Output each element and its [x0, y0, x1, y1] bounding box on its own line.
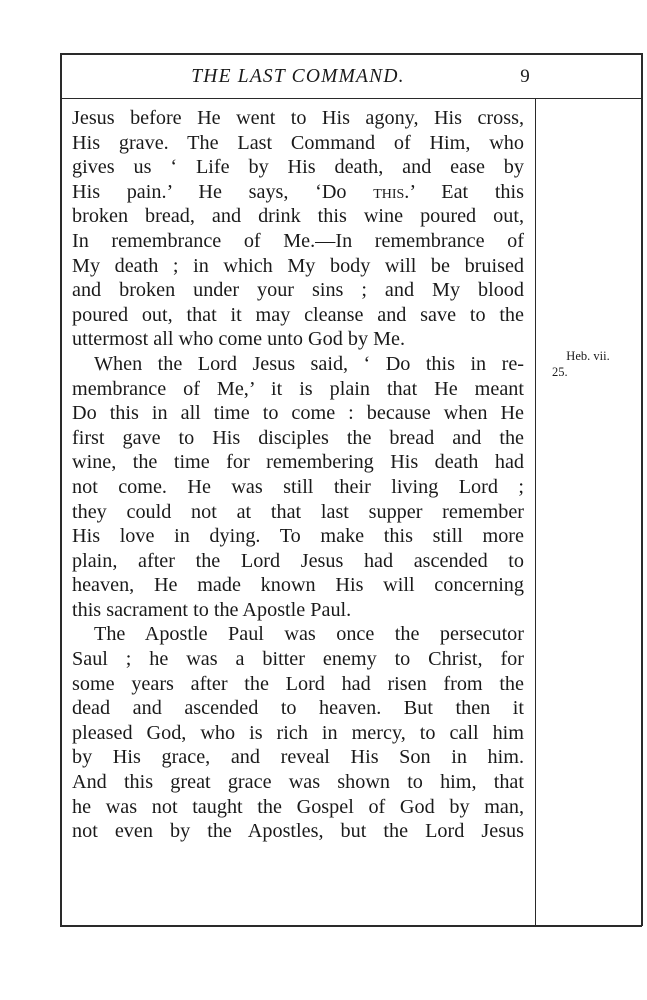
text-line: broken bread, and drink this wine poured out, — [72, 205, 524, 228]
small-caps-word: this. — [373, 180, 410, 203]
frame-bottom-rule — [60, 925, 642, 927]
text-line: Jesus before He went to His agony, His cross, — [72, 107, 524, 129]
text-line: In remembrance of Me.—In remembrance of — [72, 229, 524, 252]
text-line: poured out, that it may cleanse and save to the — [72, 303, 524, 326]
text-line: wine, the time for remembering His death had — [72, 451, 524, 474]
text-line: Saul ; he was a bitter enemy to Christ, for — [72, 648, 524, 671]
text-line: uttermost all who come unto God by Me. — [72, 328, 406, 351]
margin-reference-line: 25. — [552, 365, 568, 379]
frame-top-rule — [60, 53, 642, 55]
text-line: His grave. The Last Command of Him, who — [72, 131, 524, 154]
margin-column-rule — [535, 98, 536, 925]
text-line: not come. He was still their living Lord ; — [72, 475, 524, 498]
text-line: and broken under your sins ; and My blood — [72, 279, 524, 302]
body-text — [72, 106, 524, 844]
margin-reference — [538, 348, 638, 380]
text-line: pleased God, who is rich in mercy, to call him — [72, 721, 524, 744]
text-line: some years after the Lord had risen from the — [72, 672, 524, 695]
text-line: heaven, He made known His will concerning — [72, 574, 524, 597]
frame-right-rule — [641, 53, 643, 926]
text-line: And this great grace was shown to him, that — [72, 771, 524, 794]
text-line: Do this in all time to come : because when He — [72, 402, 524, 425]
text-line-part: ’ Eat this — [409, 180, 524, 203]
text-line: gives us ‘ Life by His death, and ease by — [72, 156, 524, 179]
text-line: by His grace, and reveal His Son in him. — [72, 746, 524, 769]
text-line: they could not at that last supper remember — [72, 500, 524, 523]
text-line: plain, after the Lord Jesus had ascended to — [72, 549, 524, 572]
text-line: membrance of Me,’ it is plain that He meant — [72, 377, 524, 400]
text-line: When the Lord Jesus said, ‘ Do this in re- — [94, 352, 524, 375]
text-line: The Apostle Paul was once the persecutor — [94, 623, 524, 646]
text-line: this sacrament to the Apostle Paul. — [72, 598, 352, 621]
header-rule — [60, 98, 642, 99]
text-line: not even by the Apostles, but the Lord Jesus — [72, 820, 524, 843]
margin-reference-line: Heb. vii. — [566, 349, 610, 363]
text-line: he was not taught the Gospel of God by man, — [72, 795, 524, 818]
page-number: 9 — [520, 66, 530, 87]
text-line: first gave to His disciples the bread and the — [72, 426, 524, 449]
frame-left-rule — [60, 53, 62, 926]
text-line-part: His pain.’ He says, ‘Do — [72, 180, 374, 203]
text-line: His love in dying. To make this still more — [72, 525, 524, 548]
text-line — [72, 180, 524, 205]
text-line: dead and ascended to heaven. But then it — [72, 697, 524, 720]
running-title: THE LAST COMMAND. — [191, 66, 405, 87]
text-line: My death ; in which My body will be bruised — [72, 254, 524, 277]
